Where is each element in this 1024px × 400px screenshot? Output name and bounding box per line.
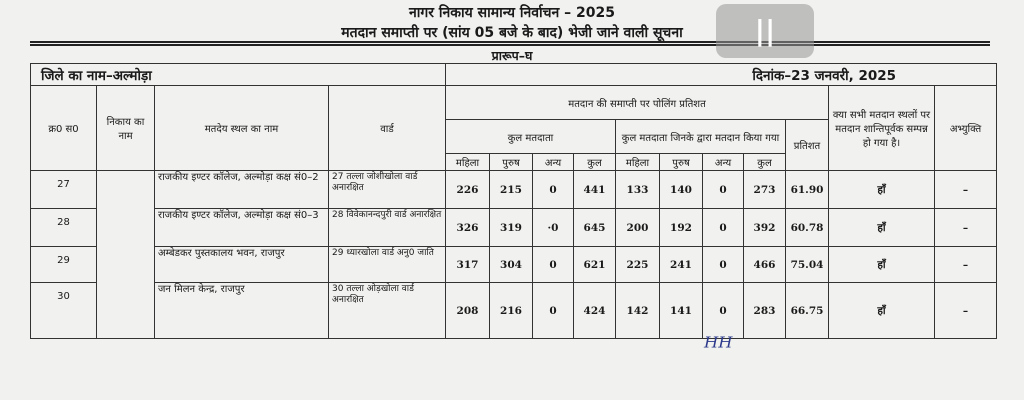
total-female: 226 — [446, 171, 490, 209]
booth-name: जन मिलन केन्द्र, राजपुर — [155, 283, 329, 339]
remark: – — [935, 209, 997, 247]
total-total: 621 — [574, 247, 616, 283]
voted-total: 283 — [744, 283, 786, 339]
polling-percent: 60.78 — [786, 209, 829, 247]
voted-male: 140 — [660, 171, 703, 209]
col-total-female: महिला — [446, 154, 490, 171]
header-rule-top — [30, 41, 990, 43]
peaceful-status: हाँ — [829, 247, 935, 283]
col-voted-female: महिला — [616, 154, 660, 171]
voted-female: 200 — [616, 209, 660, 247]
table-row — [31, 247, 997, 283]
total-male: 216 — [490, 283, 533, 339]
col-serial: क्र0 स0 — [31, 86, 97, 171]
ward-name: 27 तल्ला जोशीखोला वार्ड अनारक्षित — [329, 171, 446, 209]
booth-name: राजकीय इण्टर कॉलेज, अल्मोड़ा कक्ष सं0–3 — [155, 209, 329, 247]
col-peaceful: क्या सभी मतदान स्थलों पर मतदान शान्तिपूर्वक सम्पन्न हो गया है। — [829, 86, 935, 171]
col-voted: कुल मतदाता जिनके द्वारा मतदान किया गया — [616, 120, 786, 154]
total-other: ·0 — [533, 209, 574, 247]
remark: – — [935, 283, 997, 339]
row-serial: 28 — [31, 209, 97, 247]
peaceful-status: हाँ — [829, 283, 935, 339]
voted-other: 0 — [703, 247, 744, 283]
polling-percent: 61.90 — [786, 171, 829, 209]
remark: – — [935, 247, 997, 283]
voted-total: 392 — [744, 209, 786, 247]
pause-overlay-icon[interactable]: || — [716, 4, 814, 58]
voted-other: 0 — [703, 209, 744, 247]
row-serial: 27 — [31, 171, 97, 209]
col-body-name: निकाय का नाम — [97, 86, 155, 171]
header-row-1 — [31, 86, 997, 120]
total-female: 208 — [446, 283, 490, 339]
district-name: जिले का नाम–अल्मोड़ा — [31, 64, 446, 86]
row-serial: 30 — [31, 283, 97, 339]
body-name-cell — [97, 171, 155, 339]
col-total-male: पुरुष — [490, 154, 533, 171]
total-male: 304 — [490, 247, 533, 283]
voted-male: 192 — [660, 209, 703, 247]
voted-other: 0 — [703, 171, 744, 209]
total-female: 326 — [446, 209, 490, 247]
col-polling-pct-group: मतदान की समाप्ती पर पोलिंग प्रतिशत — [446, 86, 829, 120]
col-percent: प्रतिशत — [786, 120, 829, 171]
ward-name: 28 विवेकानन्दपुरी वार्ड अनारक्षित — [329, 209, 446, 247]
col-voted-other: अन्य — [703, 154, 744, 171]
total-other: 0 — [533, 283, 574, 339]
total-other: 0 — [533, 171, 574, 209]
peaceful-status: हाँ — [829, 171, 935, 209]
total-total: 424 — [574, 283, 616, 339]
total-total: 441 — [574, 171, 616, 209]
election-title: नागर निकाय सामान्य निर्वाचन – 2025 — [408, 5, 616, 21]
booth-name: राजकीय इण्टर कॉलेज, अल्मोड़ा कक्ष सं0–2 — [155, 171, 329, 209]
district-date-row — [31, 64, 997, 86]
total-male: 215 — [490, 171, 533, 209]
booth-name: अम्बेडकर पुस्तकालय भवन, राजपुर — [155, 247, 329, 283]
voted-other: 0 — [703, 283, 744, 339]
handwritten-signature: ᴴᴴ — [704, 333, 733, 363]
col-remarks: अभ्युक्ति — [935, 86, 997, 171]
ward-name: 30 तल्ला ओड़खोला वार्ड अनारक्षित — [329, 283, 446, 339]
voted-male: 141 — [660, 283, 703, 339]
total-male: 319 — [490, 209, 533, 247]
col-total-voters: कुल मतदाता — [446, 120, 616, 154]
header-rule-bottom — [30, 44, 990, 46]
polling-percent: 75.04 — [786, 247, 829, 283]
voted-total: 466 — [744, 247, 786, 283]
total-other: 0 — [533, 247, 574, 283]
col-voted-total: कुल — [744, 154, 786, 171]
polling-report-table — [30, 63, 997, 339]
voted-total: 273 — [744, 171, 786, 209]
report-subtitle: मतदान समाप्ती पर (सांय 05 बजे के बाद) भेजी जाने वाली सूचना — [341, 25, 683, 41]
ward-name: 29 ध्यारखोला वार्ड अनु0 जाति — [329, 247, 446, 283]
voted-male: 241 — [660, 247, 703, 283]
col-total-total: कुल — [574, 154, 616, 171]
format-label: प्रारूप–घ — [491, 48, 533, 63]
total-female: 317 — [446, 247, 490, 283]
total-total: 645 — [574, 209, 616, 247]
col-voted-male: पुरुष — [660, 154, 703, 171]
row-serial: 29 — [31, 247, 97, 283]
table-row — [31, 171, 997, 209]
voted-female: 225 — [616, 247, 660, 283]
polling-percent: 66.75 — [786, 283, 829, 339]
remark: – — [935, 171, 997, 209]
peaceful-status: हाँ — [829, 209, 935, 247]
voted-female: 142 — [616, 283, 660, 339]
col-booth-name: मतदेय स्थल का नाम — [155, 86, 329, 171]
voted-female: 133 — [616, 171, 660, 209]
report-date: दिनांक–23 जनवरी, 2025 — [446, 64, 997, 86]
table-row — [31, 283, 997, 339]
col-ward: वार्ड — [329, 86, 446, 171]
table-row — [31, 209, 997, 247]
col-total-other: अन्य — [533, 154, 574, 171]
